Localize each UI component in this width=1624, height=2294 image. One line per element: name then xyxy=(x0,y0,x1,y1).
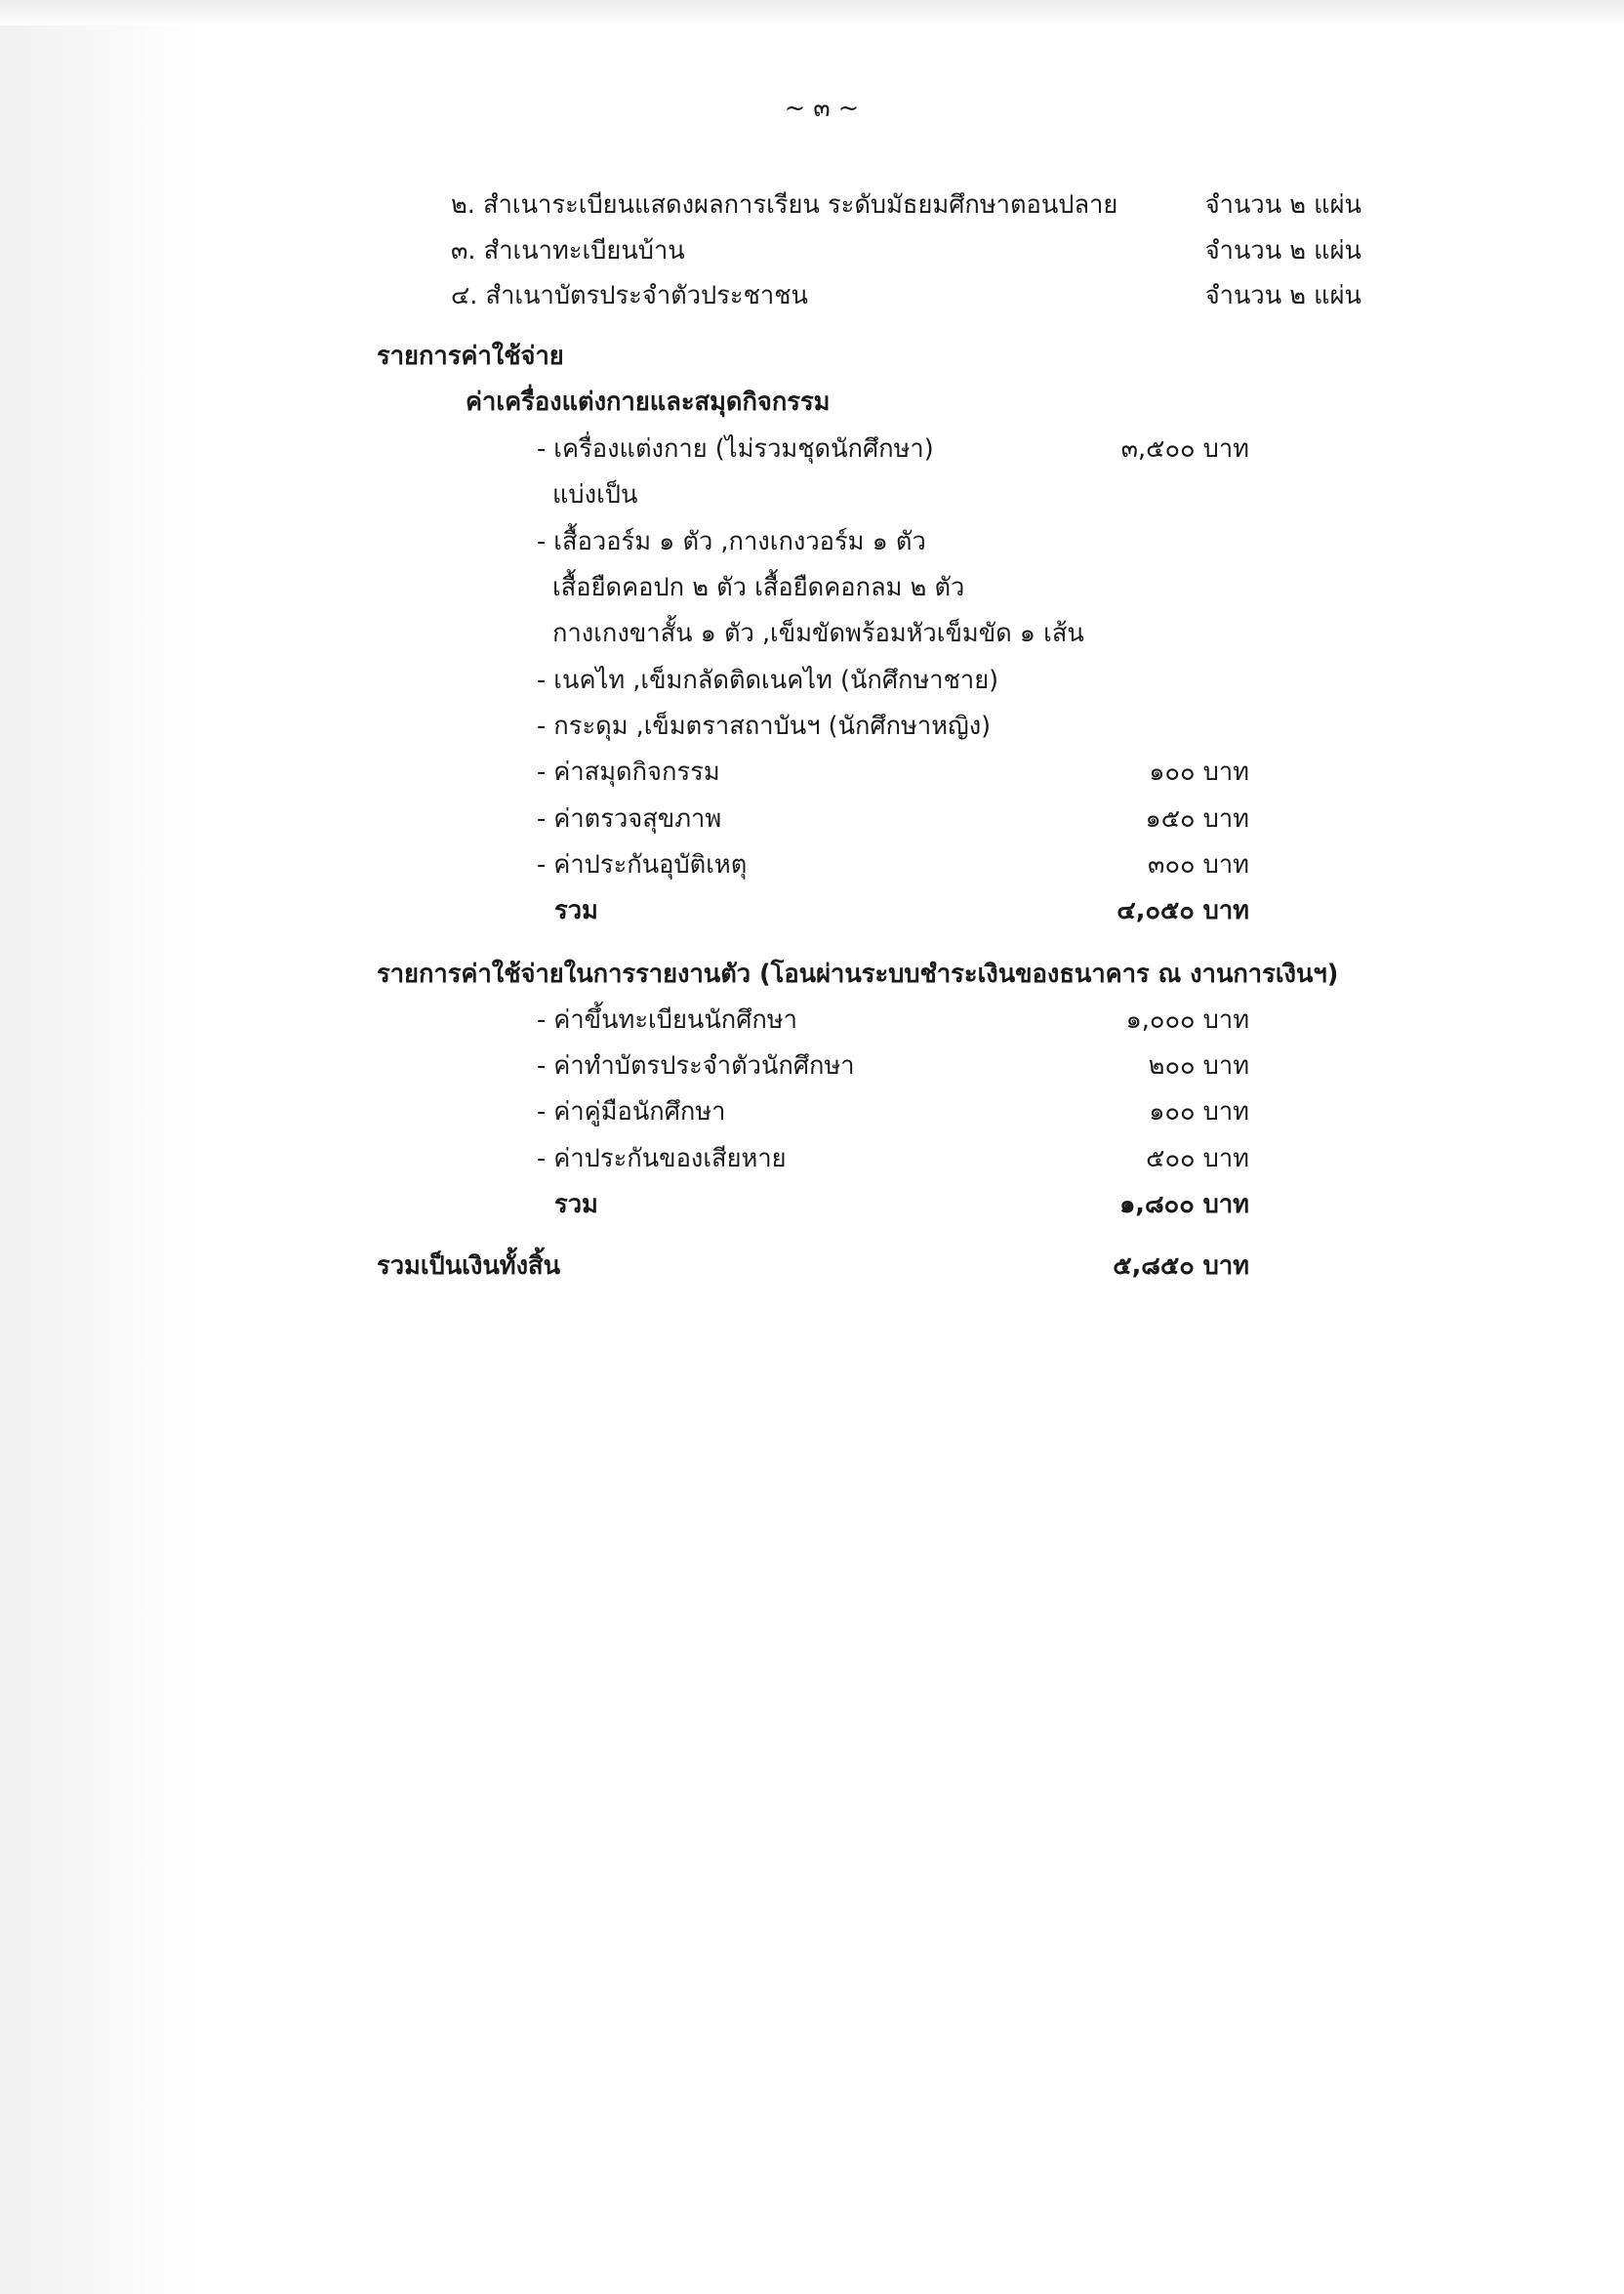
fee-amount: ๓,๕๐๐ บาท xyxy=(1120,434,1249,464)
fee-amount: ๒๐๐ บาท xyxy=(1148,1051,1249,1081)
document-item-count: จำนวน ๒ แผ่น xyxy=(1204,190,1361,220)
page-number: ~ ๓ ~ xyxy=(784,94,860,123)
section-heading: รายการค่าใช้จ่ายในการรายงานตัว (โอนผ่านระบบชำระเงินของธนาคาร ณ งานการเงินฯ) xyxy=(377,960,1339,989)
fee-amount: ๑๐๐ บาท xyxy=(1149,758,1249,787)
section-heading: รายการค่าใช้จ่าย xyxy=(377,342,564,371)
fee-amount: ๓๐๐ บาท xyxy=(1148,850,1249,880)
fee-amount: ๕๐๐ บาท xyxy=(1146,1144,1249,1173)
grand-total-label: รวมเป็นเงินทั้งสิ้น xyxy=(377,1251,561,1281)
subtotal-label: รวม xyxy=(554,1190,598,1219)
uniform-detail-line: เสื้อยืดคอปก ๒ ตัว เสื้อยืดคอกลม ๒ ตัว xyxy=(552,573,965,602)
fee-label: - ค่าสมุดกิจกรรม xyxy=(537,758,720,787)
grand-total-amount: ๕,๘๕๐ บาท xyxy=(1113,1251,1249,1281)
subtotal-amount: ๑,๘๐๐ บาท xyxy=(1119,1190,1249,1219)
uniform-detail-line: กางเกงขาสั้น ๑ ตัว ,เข็มขัดพร้อมหัวเข็มขัด ๑ เส้น xyxy=(552,619,1084,648)
fee-label: - ค่าขึ้นทะเบียนนักศึกษา xyxy=(537,1005,797,1035)
fee-label: - ค่าคู่มือนักศึกษา xyxy=(537,1097,726,1127)
uniform-detail-line: แบ่งเป็น xyxy=(552,480,638,510)
scan-shadow-left xyxy=(0,0,205,2294)
fee-amount: ๑๐๐ บาท xyxy=(1149,1097,1249,1127)
fee-label: - ค่าทำบัตรประจำตัวนักศึกษา xyxy=(537,1051,855,1081)
fee-label: - ค่าตรวจสุขภาพ xyxy=(537,804,722,834)
fee-label: - ค่าประกันอุบัติเหตุ xyxy=(537,850,748,880)
uniform-detail-line: - เนคไท ,เข็มกลัดติดเนคไท (นักศึกษาชาย) xyxy=(537,666,999,695)
section-subheading: ค่าเครื่องแต่งกายและสมุดกิจกรรม xyxy=(466,388,831,417)
uniform-detail-line: - กระดุม ,เข็มตราสถาบันฯ (นักศึกษาหญิง) xyxy=(537,712,992,741)
document-item-label: ๒. สำเนาระเบียนแสดงผลการเรียน ระดับมัธยมศึกษาตอนปลาย xyxy=(451,190,1118,220)
subtotal-amount: ๔,๐๕๐ บาท xyxy=(1116,896,1249,925)
scan-shadow-top xyxy=(0,0,1624,25)
document-item-label: ๔. สำเนาบัตรประจำตัวประชาชน xyxy=(451,281,808,310)
document-item-label: ๓. สำเนาทะเบียนบ้าน xyxy=(451,236,685,266)
fee-amount: ๑,๐๐๐ บาท xyxy=(1125,1005,1249,1035)
subtotal-label: รวม xyxy=(554,896,598,925)
document-item-count: จำนวน ๒ แผ่น xyxy=(1204,236,1361,266)
uniform-detail-line: - เสื้อวอร์ม ๑ ตัว ,กางเกงวอร์ม ๑ ตัว xyxy=(537,527,926,556)
fee-amount: ๑๕๐ บาท xyxy=(1145,804,1249,834)
fee-label: - ค่าประกันของเสียหาย xyxy=(537,1144,787,1173)
document-item-count: จำนวน ๒ แผ่น xyxy=(1204,281,1361,310)
fee-label: - เครื่องแต่งกาย (ไม่รวมชุดนักศึกษา) xyxy=(537,434,934,464)
